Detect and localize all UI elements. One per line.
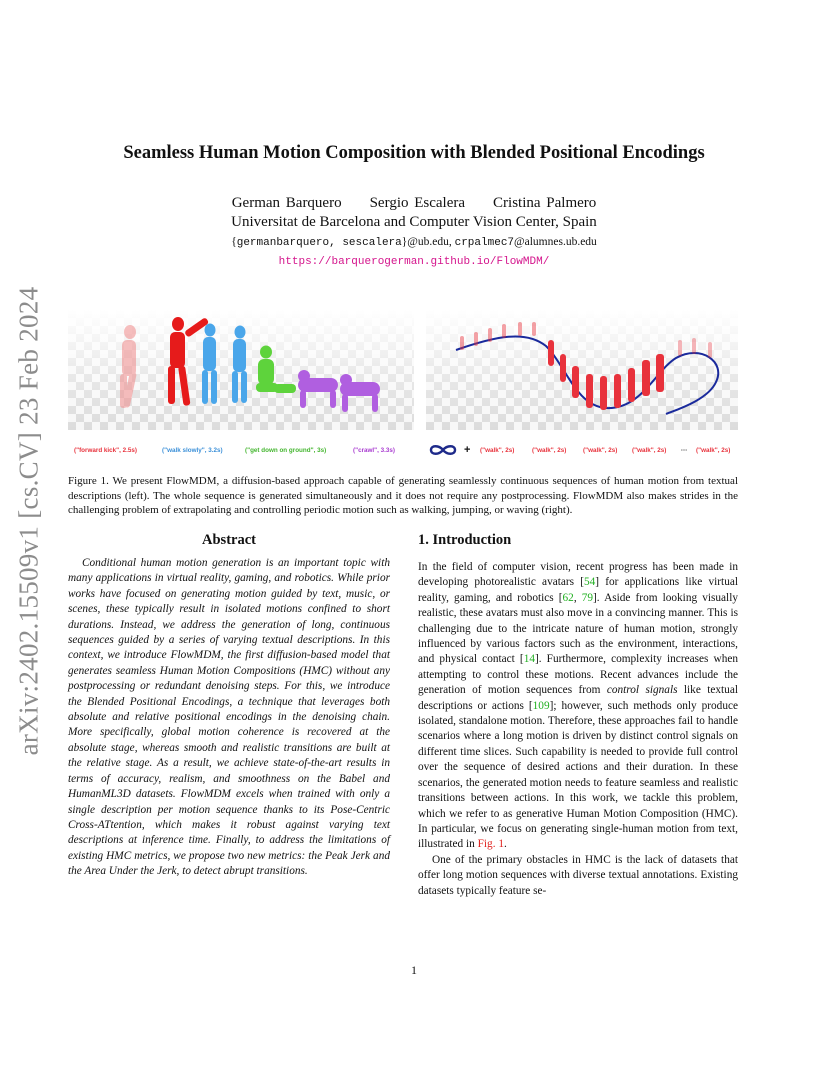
section-heading-introduction: 1. Introduction [418,532,512,548]
figure-caption: Figure 1. We present FlowMDM, a diffusion-based approach capable of generating seamlessly continuous sequences of human motion from textual descriptions (left). The whole sequence is generated simultaneously and it does not require any postprocessing. FlowMDM also makes strides in the challenging problem of extrapolating and controlling periodic motion such as walking, jumping, or waving (right). [68,475,738,516]
figure-reference-link[interactable]: Fig. 1 [477,838,504,851]
arxiv-watermark: arXiv:2402.15509v1 [cs.CV] 23 Feb 2024 [13,286,44,756]
citation-link[interactable]: 79 [581,591,594,604]
figure-right-labels [428,442,740,460]
action-label: ("walk", 2s) [480,447,515,454]
action-label: ("walk", 2s) [696,447,731,454]
ellipsis: ··· [681,447,688,454]
action-label: ("walk slowly", 3.2s) [162,447,223,454]
citation-link[interactable]: 109 [532,699,550,712]
plus-sign: + [464,444,471,456]
author-name: Sergio Escalera [369,195,466,211]
abstract-body: Conditional human motion generation is an important topic with many applications in virtual reality, gaming, and robotics. While prior works have focused on generating motion guided by text, music, or scenes, these typically result in isolated motions confined to short durations. Instead, we address the generation of long, continuous sequences guided by a series of varying textual descriptions. In this context, we introduce FlowMDM, the first diffusion-based model that generates seamless Human Motion Compositions (HMC) without any postprocessing or redundant denoising steps. For this, we introduce the Blended Positional Encodings, a technique that leverages both absolute and relative positional encodings in the denoising chain. More specifically, global motion coherence is recovered at the absolute stage, whereas smooth and realistic transitions are built at the relative stage. As a result, we achieve state-of-the-art results in terms of accuracy, realism, and smoothness on the Babel and HumanML3D datasets. FlowMDM excels when trained with only a single description per motion sequence thanks to its Pose-Centric Cross-ATtention, which makes it robust against varying text descriptions at inference time. Finally, to address the limitations of existing HMC metrics, we propose two new metrics: the Peak Jerk and the Area Under the Jerk, to detect abrupt transitions. [68,557,390,878]
figure-left-render [68,310,414,430]
paper-title: Seamless Human Motion Composition with Blended Positional Encodings [123,143,705,163]
action-label: ("walk", 2s) [532,447,567,454]
affiliation: Universitat de Barcelona and Computer Vision Center, Spain [231,214,597,230]
action-label: ("walk", 2s) [583,447,618,454]
introduction-body [418,560,738,899]
action-label: ("crawl", 3.3s) [353,447,396,454]
paragraph: In the field of computer vision, recent progress has been made in developing photorealistic avatars [54] for applications like virtual reality, gaming, and robotics [62, 79]. Aside from looking visually realistic, these avatars must also move in a convincing manner. This is challenging due to the intricate nature of human motion, strongly influenced by various factors such as the environment, interactions, and physical contact [14]. Furthermore, complexity increases when attempting to control these motions. Recent advances include the generation of motion sequences from control signals like textual descriptions or actions [109]; however, such methods only produce isolated, standalone motion. Therefore, these approaches fail to handle scenarios where a long motion is driven by distinct control signals on different time slices. Such capability is needed to provide full control over the sequence of desired actions and their duration. In these scenarios, the generated motion needs to feature seamless and realistic transitions between actions. In this work, we tackle this problem, which we refer to as generative Human Motion Composition (HMC). In particular, we focus on generating single-human motion from text, illustrated in Fig. 1. [418,561,739,851]
figure-right-render [426,310,738,430]
action-label: ("get down on ground", 3s) [245,447,327,454]
page-number: 1 [411,963,417,977]
motion-composition-illustration [68,310,414,430]
periodic-walk-illustration [426,310,738,430]
infinity-icon [428,444,458,456]
citation-link[interactable]: 62 [562,591,574,604]
author-emails: {germanbarquero, sescalera}@ub.edu, crpalmec7@alumnes.ub.edu [231,236,597,249]
citation-link[interactable]: 14 [523,653,535,666]
author-list [0,195,828,212]
author-name: German Barquero [231,195,342,211]
project-url-link[interactable]: https://barquerogerman.github.io/FlowMDM/ [278,256,550,268]
abstract-heading: Abstract [202,532,256,548]
author-name: Cristina Palmero [493,195,597,211]
action-label: ("walk", 2s) [632,447,667,454]
paragraph: One of the primary obstacles in HMC is the lack of datasets that offer long motion sequences with diverse textual annotations. Existing datasets typically feature se- [418,853,738,897]
action-label: ("forward kick", 2.5s) [74,447,138,454]
citation-link[interactable]: 54 [584,576,596,589]
